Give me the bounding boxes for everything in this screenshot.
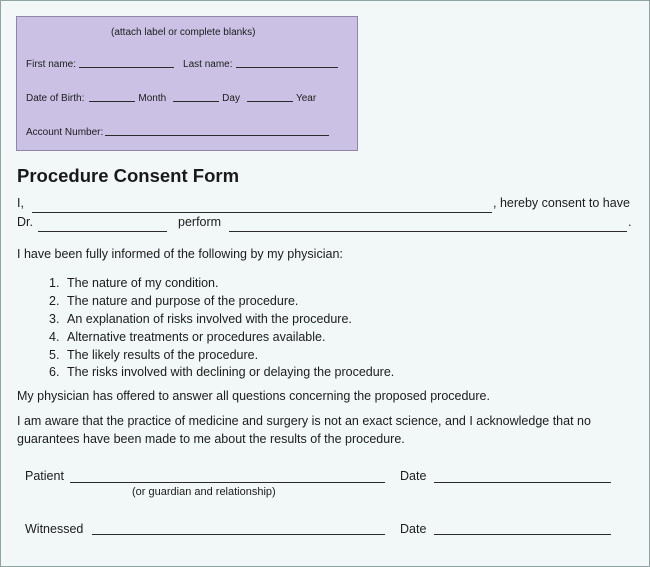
date-label: Date (400, 469, 427, 483)
period: . (628, 215, 632, 229)
name-row (26, 57, 341, 70)
first-name-label: First name: (26, 59, 77, 70)
list-item: 3. An explanation of risks involved with the procedure. (49, 311, 352, 326)
guardian-note: (or guardian and relationship) (132, 486, 276, 498)
list-item: 4. Alternative treatments or procedures available. (49, 329, 326, 344)
account-number-field[interactable] (105, 125, 329, 136)
dob-day-field[interactable] (173, 91, 219, 102)
witness-date-field[interactable] (434, 534, 611, 535)
list-item: 2. The nature and purpose of the procedure. (49, 293, 299, 308)
patient-signature-field[interactable] (70, 482, 385, 483)
witnessed-label: Witnessed (25, 522, 84, 536)
informed-statement: I have been fully informed of the following by my physician: (17, 247, 343, 261)
offered-statement: My physician has offered to answer all questions concerning the proposed procedure. (17, 389, 490, 403)
procedure-field[interactable] (229, 231, 627, 232)
patient-date-field[interactable] (434, 482, 611, 483)
dob-label: Date of Birth: (26, 93, 85, 104)
list-item: 6. The risks involved with declining or delaying the procedure. (49, 365, 395, 380)
dob-year-field[interactable] (247, 91, 293, 102)
consent-suffix: , hereby consent to have (493, 196, 630, 210)
label-note: (attach label or complete blanks) (111, 27, 256, 38)
patient-label-box (16, 16, 358, 151)
day-label: Day (222, 93, 240, 104)
dob-month-field[interactable] (89, 91, 135, 102)
consent-prefix: I, (17, 196, 24, 210)
last-name-field[interactable] (236, 57, 338, 68)
list-item: 5. The likely results of the procedure. (49, 347, 259, 362)
witness-signature-field[interactable] (92, 534, 385, 535)
list-item: 1. The nature of my condition. (49, 276, 219, 290)
first-name-field[interactable] (79, 57, 174, 68)
year-label: Year (295, 93, 317, 104)
informed-items-list (49, 275, 394, 382)
dr-label: Dr. (17, 215, 33, 229)
account-row (26, 125, 332, 138)
patient-label: Patient (25, 469, 64, 483)
doctor-name-field[interactable] (38, 231, 167, 232)
form-title: Procedure Consent Form (17, 165, 240, 186)
month-label: Month (138, 93, 167, 104)
account-label: Account Number: (26, 127, 104, 138)
dob-row (26, 91, 316, 104)
perform-label: perform (178, 215, 222, 229)
aware-statement-line2: guarantees have been made to me about the results of the procedure. (17, 432, 405, 446)
consenter-name-field[interactable] (32, 212, 492, 213)
date-label: Date (400, 522, 427, 536)
last-name-label: Last name: (183, 59, 233, 70)
aware-statement-line1: I am aware that the practice of medicine and surgery is not an exact science, and I acknowledge that no (17, 414, 591, 428)
